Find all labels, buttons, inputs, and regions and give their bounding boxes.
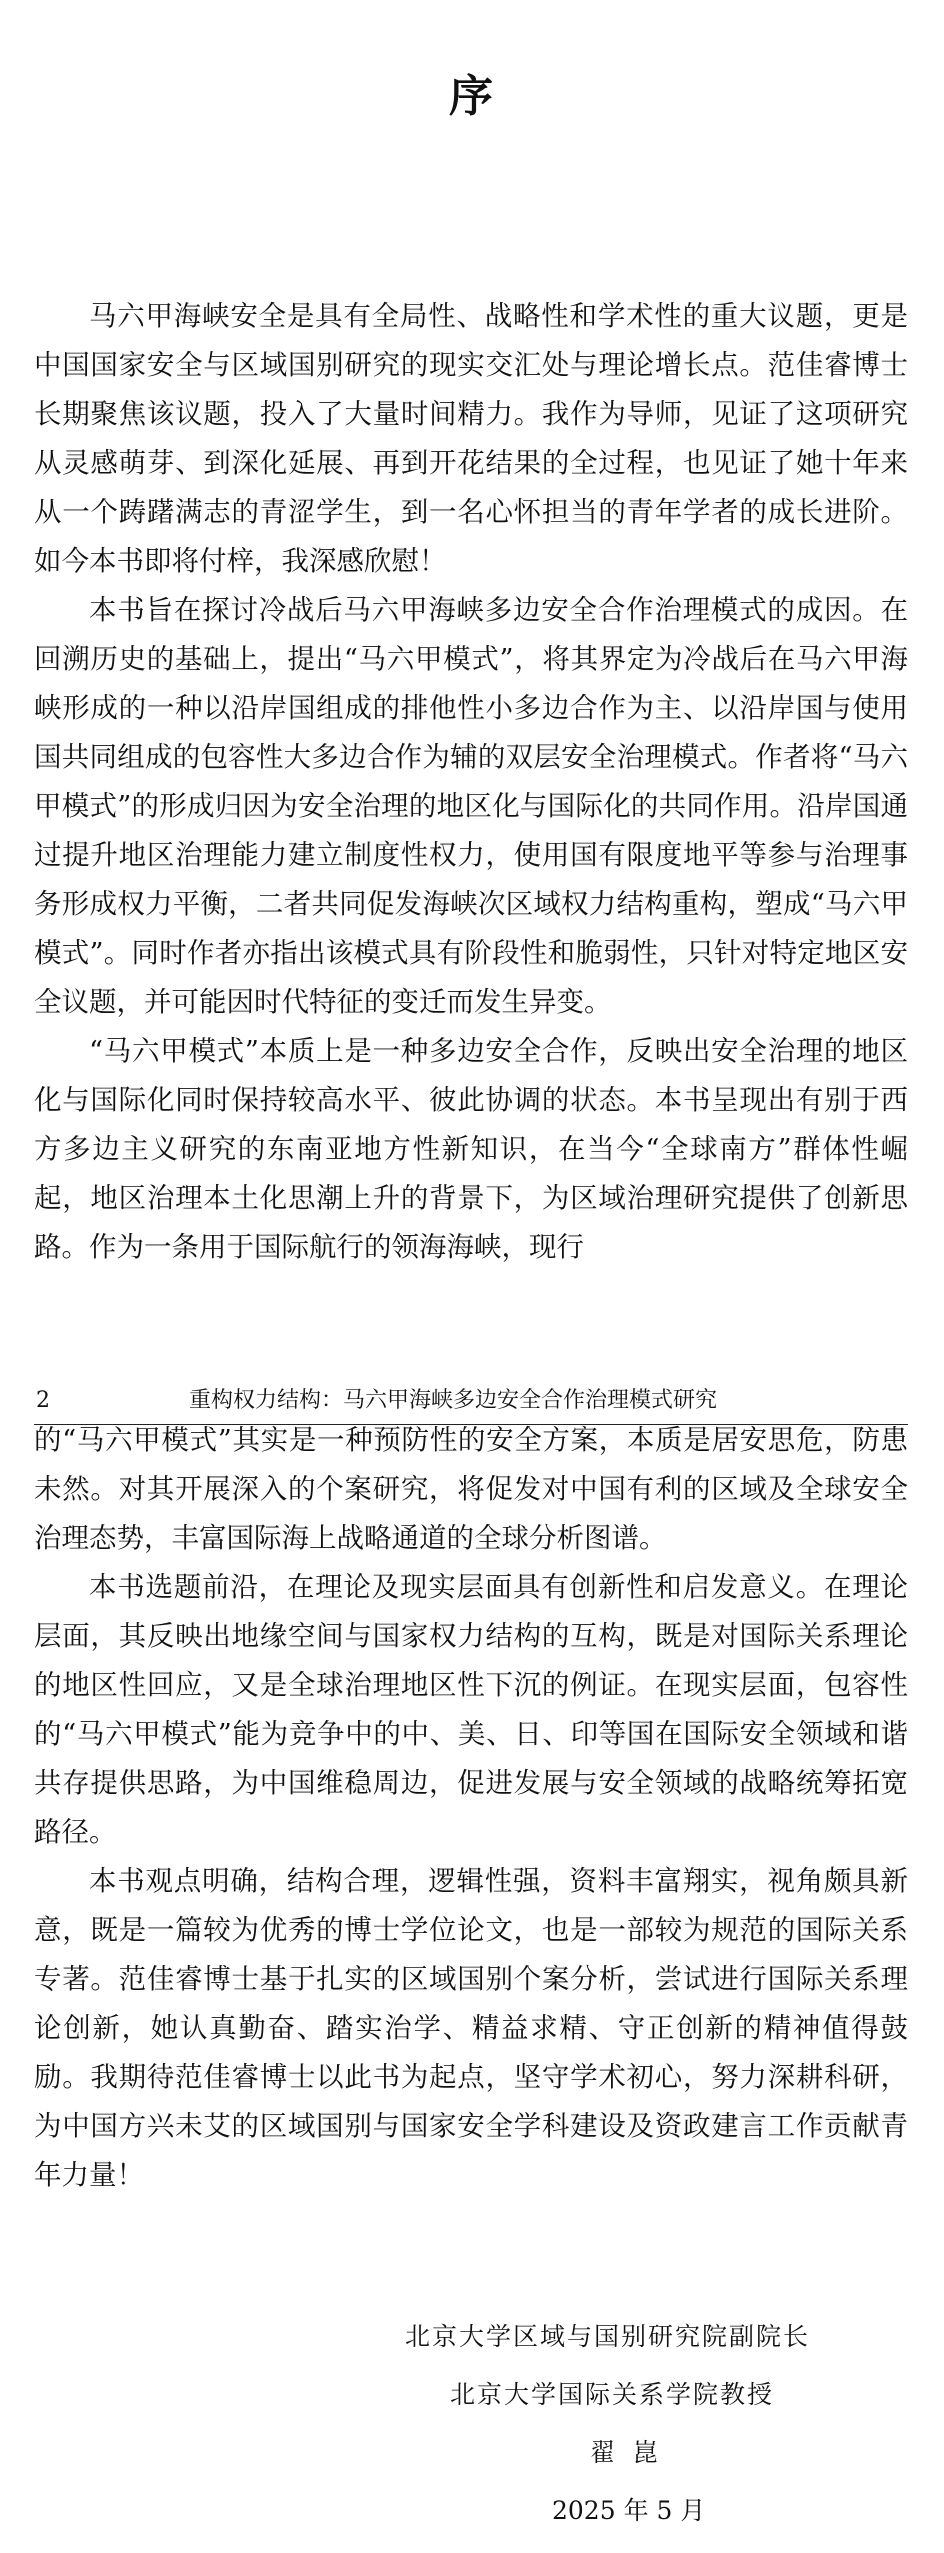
paragraph: “马六甲模式”本质上是一种多边安全合作，反映出安全治理的地区化与国际化同时保持较高水平、彼此协调的状态。本书呈现出有别于西方多边主义研究的东南亚地方性新知识，在当今“全球南方”群体性崛起，地区治理本土化思潮上升的背景下，为区域治理研究提供了创新思路。作为一条用于国际航行的领海海峡，现行 <box>34 1035 908 1263</box>
page-2-body <box>34 1416 908 2200</box>
paragraph: 本书选题前沿，在理论及现实层面具有创新性和启发意义。在理论层面，其反映出地缘空间与国家权力结构的互构，既是对国际关系理论的地区性回应，又是全球治理地区性下沉的例证。在现实层面，包容性的“马六甲模式”能为竞争中的中、美、日、印等国在国际安全领域和谐共存提供思路，为中国维稳周边，促进发展与安全领域的战略统筹拓宽路径。 <box>34 1571 908 1848</box>
signature-title-2: 北京大学国际关系学院教授 <box>450 2380 775 2409</box>
running-header <box>34 1384 908 1418</box>
running-title: 重构权力结构：马六甲海峡多边安全合作治理模式研究 <box>189 1388 718 1413</box>
paragraph: 本书观点明确，结构合理，逻辑性强，资料丰富翔实，视角颇具新意，既是一篇较为优秀的博士学位论文，也是一部较为规范的国际关系专著。范佳睿博士基于扎实的区域国别个案分析，尝试进行国际关系理论创新，她认真勤奋、踏实治学、精益求精、守正创新的精神值得鼓励。我期待范佳睿博士以此书为起点，坚守学术初心，努力深耕科研，为中国方兴未艾的区域国别与国家安全学科建设及资政建言工作贡献青年力量！ <box>34 1865 908 2191</box>
preface-title: 序 <box>449 71 495 122</box>
signature-title-1: 北京大学区域与国别研究院副院长 <box>405 2322 811 2351</box>
paragraph-continuation: 的“马六甲模式”其实是一种预防性的安全方案，本质是居安思危，防患未然。对其开展深入的个案研究，将促发对中国有利的区域及全球安全治理态势，丰富国际海上战略通道的全球分析图谱。 <box>34 1424 908 1554</box>
page-1-body <box>34 292 908 1272</box>
signature-date: 2025 年 5 月 <box>552 2496 706 2525</box>
signature-name: 翟崑 <box>590 2438 677 2467</box>
paragraph: 本书旨在探讨冷战后马六甲海峡多边安全合作治理模式的成因。在回溯历史的基础上，提出“马六甲模式”，将其界定为冷战后在马六甲海峡形成的一种以沿岸国组成的排他性小多边合作为主、以沿岸国与使用国共同组成的包容性大多边合作为辅的双层安全治理模式。作者将“马六甲模式”的形成归因为安全治理的地区化与国际化的共同作用。沿岸国通过提升地区治理能力建立制度性权力，使用国有限度地平等参与治理事务形成权力平衡，二者共同促发海峡次区域权力结构重构，塑成“马六甲模式”。同时作者亦指出该模式具有阶段性和脆弱性，只针对特定地区安全议题，并可能因时代特征的变迁而发生异变。 <box>34 594 908 1018</box>
page-2 <box>0 1378 944 2553</box>
paragraph: 马六甲海峡安全是具有全局性、战略性和学术性的重大议题，更是中国国家安全与区域国别研究的现实交汇处与理论增长点。范佳睿博士长期聚焦该议题，投入了大量时间精力。我作为导师，见证了这项研究从灵感萌芽、到深化延展、再到开花结果的全过程，也见证了她十年来从一个踌躇满志的青涩学生，到一名心怀担当的青年学者的成长进阶。如今本书即将付梓，我深感欣慰！ <box>34 300 908 577</box>
page-number: 2 <box>36 1388 50 1413</box>
